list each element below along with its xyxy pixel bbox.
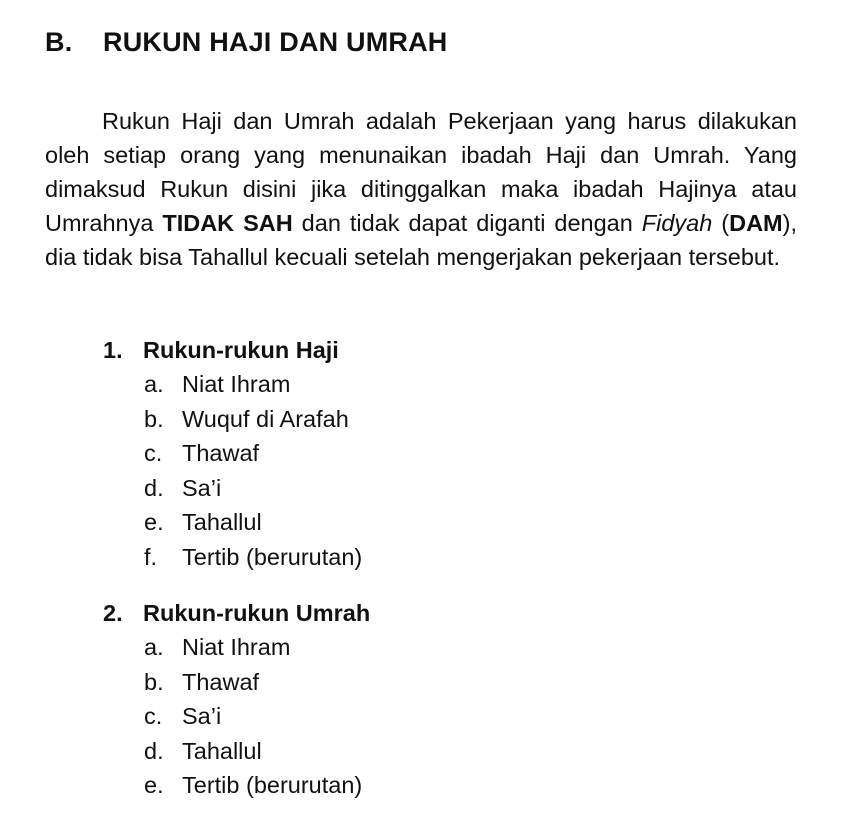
term-fidyah: Fidyah — [641, 210, 713, 236]
item-letter: e. — [144, 509, 164, 535]
section-heading — [45, 27, 448, 58]
item-letter: f. — [144, 543, 158, 570]
list-item — [144, 665, 703, 700]
list-item — [144, 436, 703, 471]
item-letter: a. — [144, 371, 164, 397]
item-letter: b. — [144, 405, 164, 432]
item-text: Thawaf — [182, 668, 260, 695]
item-letter: d. — [144, 737, 164, 764]
list-item — [144, 699, 703, 734]
list-item — [144, 734, 703, 769]
item-text: Niat Ihram — [182, 634, 291, 660]
item-text: Tertib (berurutan) — [182, 543, 363, 570]
item-text: Sa’i — [182, 703, 222, 729]
section-title: RUKUN HAJI DAN UMRAH — [103, 27, 448, 57]
item-text: Tertib (berurutan) — [182, 772, 363, 798]
list-item — [144, 505, 703, 540]
paragraph-text: dan tidak dapat diganti dengan — [292, 210, 642, 236]
list-item — [144, 630, 703, 665]
list-number: 1. — [103, 337, 123, 363]
item-letter: d. — [144, 474, 164, 501]
item-text: Wuquf di Arafah — [182, 405, 349, 432]
item-text: Sa’i — [182, 474, 222, 501]
emphasis-dam: DAM — [729, 210, 783, 236]
list-number: 2. — [103, 600, 123, 626]
list-item — [144, 367, 703, 402]
list-items — [103, 367, 703, 574]
section-number: B. — [45, 27, 73, 57]
intro-paragraph — [45, 104, 797, 274]
item-letter: a. — [144, 634, 164, 660]
list-items — [103, 630, 703, 803]
item-text: Niat Ihram — [182, 371, 291, 397]
item-letter: e. — [144, 772, 164, 798]
paragraph-text: Rukun Haji dan Umrah adalah Pekerjaan yang harus dilakukan oleh setiap orang yang menunaikan ibadah Haji dan Umrah. Yang dimaksud Rukun disini jika ditinggalkan maka ibadah Hajinya atau Umrahnya — [45, 108, 797, 236]
paragraph-text: ( — [712, 210, 730, 236]
list-rukun-haji — [103, 333, 703, 574]
list-item — [144, 402, 703, 437]
item-letter: c. — [144, 703, 163, 729]
list-heading — [103, 333, 703, 367]
list-item — [144, 768, 703, 803]
item-letter: b. — [144, 668, 164, 695]
list-title: Rukun-rukun Haji — [143, 337, 339, 363]
item-text: Tahallul — [182, 509, 262, 535]
list-item — [144, 471, 703, 506]
paragraph-text: ), dia tidak bisa Tahallul kecuali setelah mengerjakan pekerjaan tersebut. — [45, 210, 797, 270]
item-text: Thawaf — [182, 440, 260, 466]
list-heading — [103, 596, 703, 630]
item-text: Tahallul — [182, 737, 262, 764]
list-item — [144, 540, 703, 575]
emphasis-tidak-sah: TIDAK SAH — [162, 210, 293, 236]
item-letter: c. — [144, 440, 163, 466]
list-title: Rukun-rukun Umrah — [143, 600, 371, 626]
list-rukun-umrah — [103, 596, 703, 803]
